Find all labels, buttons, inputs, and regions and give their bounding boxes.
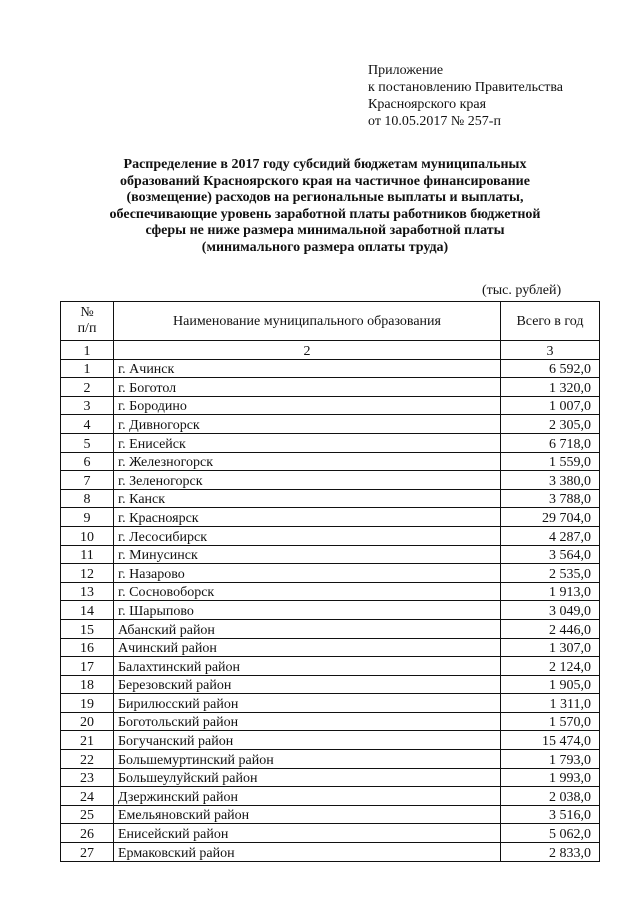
header-num-line-1: №: [80, 305, 94, 320]
municipality-name-cell: г. Дивногорск: [114, 415, 501, 434]
row-number-cell: 13: [61, 582, 114, 601]
index-cell-2: 2: [114, 341, 501, 360]
municipality-name-cell: г. Канск: [114, 489, 501, 508]
annual-total-cell: 1 320,0: [501, 378, 600, 397]
municipality-name-cell: Богучанский район: [114, 731, 501, 750]
table-row: [61, 638, 600, 657]
municipality-name-cell: г. Сосновоборск: [114, 582, 501, 601]
municipality-name-cell: г. Красноярск: [114, 508, 501, 527]
table-row: [61, 750, 600, 769]
table-row: [61, 489, 600, 508]
index-cell-3: 3: [501, 341, 600, 360]
index-cell-1: 1: [61, 341, 114, 360]
municipality-name-cell: г. Шарыпово: [114, 601, 501, 620]
table-row: [61, 582, 600, 601]
row-number-cell: 27: [61, 843, 114, 862]
municipality-name-cell: Большемуртинский район: [114, 750, 501, 769]
municipality-name-cell: Бирилюсский район: [114, 694, 501, 713]
municipality-name-cell: г. Железногорск: [114, 452, 501, 471]
annual-total-cell: 1 570,0: [501, 712, 600, 731]
table-row: [61, 452, 600, 471]
annual-total-cell: 1 993,0: [501, 768, 600, 787]
annual-total-cell: 4 287,0: [501, 526, 600, 545]
row-number-cell: 2: [61, 378, 114, 397]
annual-total-cell: 2 038,0: [501, 787, 600, 806]
annual-total-cell: 6 592,0: [501, 359, 600, 378]
row-number-cell: 8: [61, 489, 114, 508]
municipality-name-cell: г. Енисейск: [114, 433, 501, 452]
table-row: [61, 396, 600, 415]
table-row: [61, 601, 600, 620]
municipality-name-cell: г. Назарово: [114, 564, 501, 583]
annual-total-cell: 15 474,0: [501, 731, 600, 750]
annual-total-cell: 2 305,0: [501, 415, 600, 434]
table-row: [61, 471, 600, 490]
municipality-name-cell: г. Минусинск: [114, 545, 501, 564]
title-line-2: образований Красноярского края на частичное финансирование: [120, 173, 530, 189]
annual-total-cell: 2 124,0: [501, 657, 600, 676]
municipality-name-cell: Боготольский район: [114, 712, 501, 731]
municipality-name-cell: г. Бородино: [114, 396, 501, 415]
table-row: [61, 619, 600, 638]
header-total-cell: Всего в год: [501, 302, 600, 341]
table-row: [61, 545, 600, 564]
row-number-cell: 16: [61, 638, 114, 657]
table-row: [61, 526, 600, 545]
row-number-cell: 26: [61, 824, 114, 843]
appendix-block: [368, 62, 618, 130]
row-number-cell: 3: [61, 396, 114, 415]
municipality-name-cell: Большеулуйский район: [114, 768, 501, 787]
row-number-cell: 4: [61, 415, 114, 434]
table-row: [61, 768, 600, 787]
table-row: [61, 694, 600, 713]
row-number-cell: 23: [61, 768, 114, 787]
row-number-cell: 25: [61, 805, 114, 824]
annual-total-cell: 3 049,0: [501, 601, 600, 620]
annual-total-cell: 3 564,0: [501, 545, 600, 564]
row-number-cell: 1: [61, 359, 114, 378]
row-number-cell: 10: [61, 526, 114, 545]
annual-total-cell: 2 535,0: [501, 564, 600, 583]
annual-total-cell: 6 718,0: [501, 433, 600, 452]
table-body: [61, 302, 600, 862]
table-row: [61, 805, 600, 824]
row-number-cell: 7: [61, 471, 114, 490]
annual-total-cell: 1 559,0: [501, 452, 600, 471]
title-line-4: обеспечивающие уровень заработной платы работников бюджетной: [109, 206, 541, 222]
table-row: [61, 415, 600, 434]
table-index-row: [61, 341, 600, 360]
table-row: [61, 508, 600, 527]
row-number-cell: 11: [61, 545, 114, 564]
table-row: [61, 824, 600, 843]
table-row: [61, 731, 600, 750]
table-row: [61, 657, 600, 676]
annual-total-cell: 1 905,0: [501, 675, 600, 694]
title-line-1: Распределение в 2017 году субсидий бюджетам муниципальных: [123, 157, 527, 172]
row-number-cell: 20: [61, 712, 114, 731]
header-name-cell: Наименование муниципального образования: [114, 302, 501, 341]
annual-total-cell: 29 704,0: [501, 508, 600, 527]
row-number-cell: 6: [61, 452, 114, 471]
row-number-cell: 12: [61, 564, 114, 583]
municipality-name-cell: г. Лесосибирск: [114, 526, 501, 545]
table-row: [61, 675, 600, 694]
header-num-cell: [61, 302, 114, 341]
table-row: [61, 433, 600, 452]
units-label: (тыс. рублей): [482, 283, 562, 298]
title-line-6: (минимального размера оплаты труда): [201, 239, 449, 255]
appendix-line-4: от 10.05.2017 № 257-п: [368, 114, 501, 129]
header-num-line-2: п/п: [77, 321, 97, 336]
annual-total-cell: 2 833,0: [501, 843, 600, 862]
row-number-cell: 24: [61, 787, 114, 806]
municipality-name-cell: Балахтинский район: [114, 657, 501, 676]
municipality-name-cell: Ермаковский район: [114, 843, 501, 862]
municipality-name-cell: Дзержинский район: [114, 787, 501, 806]
annual-total-cell: 1 007,0: [501, 396, 600, 415]
row-number-cell: 5: [61, 433, 114, 452]
table-header-row: [61, 302, 600, 341]
subsidy-table: [60, 301, 600, 862]
municipality-name-cell: г. Зеленогорск: [114, 471, 501, 490]
row-number-cell: 19: [61, 694, 114, 713]
annual-total-cell: 1 307,0: [501, 638, 600, 657]
table-row: [61, 843, 600, 862]
row-number-cell: 14: [61, 601, 114, 620]
table-row: [61, 378, 600, 397]
annual-total-cell: 1 311,0: [501, 694, 600, 713]
municipality-name-cell: Ачинский район: [114, 638, 501, 657]
appendix-line-2: к постановлению Правительства: [368, 80, 564, 95]
table-row: [61, 712, 600, 731]
row-number-cell: 18: [61, 675, 114, 694]
annual-total-cell: 1 913,0: [501, 582, 600, 601]
municipality-name-cell: г. Боготол: [114, 378, 501, 397]
annual-total-cell: 3 380,0: [501, 471, 600, 490]
row-number-cell: 17: [61, 657, 114, 676]
municipality-name-cell: Емельяновский район: [114, 805, 501, 824]
appendix-line-1: Приложение: [368, 63, 444, 78]
table-row: [61, 564, 600, 583]
document-title: [60, 157, 590, 256]
row-number-cell: 22: [61, 750, 114, 769]
annual-total-cell: 3 516,0: [501, 805, 600, 824]
title-line-5: сферы не ниже размера минимальной заработной платы: [145, 223, 505, 238]
annual-total-cell: 1 793,0: [501, 750, 600, 769]
annual-total-cell: 2 446,0: [501, 619, 600, 638]
municipality-name-cell: г. Ачинск: [114, 359, 501, 378]
row-number-cell: 15: [61, 619, 114, 638]
title-line-3: (возмещение) расходов на региональные выплаты и выплаты,: [126, 190, 524, 205]
annual-total-cell: 5 062,0: [501, 824, 600, 843]
municipality-name-cell: Березовский район: [114, 675, 501, 694]
municipality-name-cell: Абанский район: [114, 619, 501, 638]
table-row: [61, 787, 600, 806]
row-number-cell: 21: [61, 731, 114, 750]
municipality-name-cell: Енисейский район: [114, 824, 501, 843]
appendix-line-3: Красноярского края: [368, 97, 487, 112]
annual-total-cell: 3 788,0: [501, 489, 600, 508]
table-row: [61, 359, 600, 378]
row-number-cell: 9: [61, 508, 114, 527]
